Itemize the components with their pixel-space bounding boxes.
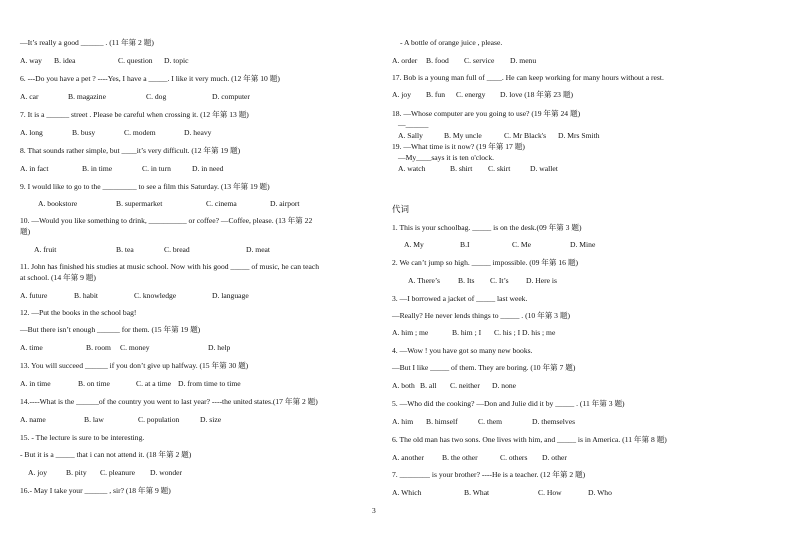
question-12-stem-line1: 12. —Put the books in the school bag! <box>20 308 137 317</box>
option-b: B. What <box>464 488 490 497</box>
option-a: A. time <box>20 343 43 352</box>
question-7-stem: 7. It is a ______ street . Please be careful when crossing it. (12 年第 13 题) <box>20 110 249 119</box>
pronoun-question-3-stem-line2: —Really? He never lends things to _____ . (10 年第 3 题) <box>392 311 571 320</box>
option-a: A. in time <box>20 379 51 388</box>
option-d: D. wallet <box>530 164 558 173</box>
option-a: A. way <box>20 56 42 65</box>
option-b: B. shirt <box>450 164 473 173</box>
pronoun-question-4-stem-line2: —But I like _____ of them. They are boring. (10 年第 7 题) <box>392 363 576 372</box>
option-a: A. car <box>20 92 39 101</box>
option-d: D. in need <box>192 164 224 173</box>
option-b: B. habit <box>74 291 99 300</box>
option-d: D. from time to time <box>178 379 241 388</box>
pronoun-question-7-stem: 7. ________ is your brother? ----He is a teacher. (12 年第 2 题) <box>392 470 586 479</box>
option-b: B. Its <box>458 276 475 285</box>
pronoun-question-1-stem: 1. This is your schoolbag. _____ is on the desk.(09 年第 3 题) <box>392 223 582 232</box>
question-9-stem: 9. I would like to go to the _________ to see a film this Saturday. (13 年第 19 题) <box>20 182 270 191</box>
option-d: D. heavy <box>184 128 212 137</box>
question-11-stem-line2: at school. (14 年第 9 题) <box>20 273 96 282</box>
question-13-stem: 13. You will succeed ______ if you don’t give up halfway. (15 年第 30 题) <box>20 361 249 370</box>
option-d: D. other <box>542 453 567 462</box>
option-d: D. his ; me <box>522 328 556 337</box>
pronoun-question-2-stem: 2. We can’t jump so high. _____ impossible. (09 年第 16 题) <box>392 258 578 267</box>
option-d: D. Who <box>588 488 612 497</box>
option-d: D. language <box>212 291 249 300</box>
option-c: C. knowledge <box>134 291 177 300</box>
option-b: B. tea <box>116 245 134 254</box>
option-c: C. modem <box>124 128 156 137</box>
question-16-stem: 16.- May I take your ______ , sir? (18 年第 9 题) <box>20 486 171 495</box>
option-c: C. at a time <box>136 379 172 388</box>
option-a: A. fruit <box>34 245 57 254</box>
option-d: D. love (18 年第 23 题) <box>500 90 573 99</box>
option-b: B. busy <box>72 128 96 137</box>
option-c: C. Me <box>512 240 531 249</box>
option-d: D. none <box>492 381 517 390</box>
question-15-stem-line1: 15. - The lecture is sure to be interesting. <box>20 433 145 442</box>
option-a: A. long <box>20 128 43 137</box>
option-a: A. joy <box>28 468 47 477</box>
option-c: C. bread <box>164 245 190 254</box>
option-a: A. both <box>392 381 415 390</box>
option-c: C. energy <box>456 90 486 99</box>
option-a: A. in fact <box>20 164 49 173</box>
option-b: B. supermarket <box>116 199 163 208</box>
option-b: B. fun <box>426 90 445 99</box>
option-b: B. the other <box>442 453 478 462</box>
option-c: C. them <box>478 417 503 426</box>
question-19-stem-line2: —My____says it is ten o'clock. <box>398 153 495 162</box>
page-number: 3 <box>372 506 376 515</box>
question-14-stem: 14.----What is the ______of the country you went to last year? ----the united states.(17 年第 2 题) <box>20 397 318 406</box>
option-d: D. Mine <box>570 240 596 249</box>
option-a: A. him <box>392 417 414 426</box>
option-d: D. menu <box>510 56 537 65</box>
option-a: A. joy <box>392 90 411 99</box>
option-b: B. law <box>84 415 104 424</box>
option-d: D. meat <box>246 245 271 254</box>
option-d: D. airport <box>270 199 300 208</box>
question-6-stem: 6. ---Do you have a pet ? ----Yes, I have a _____. I like it very much. (12 年第 10 题) <box>20 74 280 83</box>
question-12-stem-line2: —But there isn’t enough ______ for them. (15 年第 19 题) <box>20 325 201 334</box>
option-a: A. bookstore <box>38 199 78 208</box>
option-a: A. him ; me <box>392 328 429 337</box>
option-b: B. him ; I <box>452 328 482 337</box>
pronoun-question-3-stem-line1: 3. —I borrowed a jacket of _____ last week. <box>392 294 528 303</box>
question-18-stem-line1: 18. —Whose computer are you going to use? (19 年第 24 题) <box>392 109 581 118</box>
section-title: 代词 <box>392 204 410 214</box>
option-d: D. Here is <box>526 276 557 285</box>
option-b: B. magazine <box>68 92 106 101</box>
option-a: A. order <box>392 56 418 65</box>
option-b: B. pity <box>66 468 87 477</box>
question-15-stem-line2: - But it is a _____ that i can not attend it. (18 年第 2 题) <box>20 450 192 459</box>
option-c: C. neither <box>450 381 480 390</box>
option-b: B. room <box>86 343 111 352</box>
question-8-stem: 8. That sounds rather simple, but ____it’s very difficult. (12 年第 19 题) <box>20 146 241 155</box>
question-16-continued: - A bottle of orange juice , please. <box>400 38 503 47</box>
question-19-stem-line1: 19. —What time is it now? (19 年第 17 题) <box>392 142 525 151</box>
question-17-stem: 17. Bob is a young man full of ____. He can keep working for many hours without a rest. <box>392 73 664 82</box>
option-a: A. future <box>20 291 48 300</box>
option-c: C. in turn <box>142 164 171 173</box>
question-10-stem-line1: 10. —Would you like something to drink, __________ or coffee? —Coffee, please. (13 年第 22 <box>20 216 313 225</box>
option-c: C. dog <box>146 92 167 101</box>
option-d: D. computer <box>212 92 250 101</box>
pronoun-question-5-stem: 5. —Who did the cooking? —Don and Julie did it by _____ . (11 年第 3 题) <box>392 399 625 408</box>
option-b: B. himself <box>426 417 458 426</box>
option-b: B. idea <box>54 56 76 65</box>
option-d: D. wonder <box>150 468 183 477</box>
option-c: C. his ; I <box>494 328 521 337</box>
option-d: D. help <box>208 343 231 352</box>
option-d: D. topic <box>164 56 189 65</box>
question-0-stem: —It’s really a good ______ . (11 年第 2 题) <box>20 38 154 47</box>
option-d: D. Mrs Smith <box>558 131 600 140</box>
option-b: B. on time <box>78 379 110 388</box>
option-a: A. There’s <box>408 276 440 285</box>
option-a: A. Which <box>392 488 422 497</box>
pronoun-question-6-stem: 6. The old man has two sons. One lives with him, and _____ is in America. (11 年第 8 题) <box>392 435 667 444</box>
option-c: C. question <box>118 56 153 65</box>
question-18-stem-line2: —______ <box>398 120 429 129</box>
option-c: C. population <box>138 415 180 424</box>
option-b: B. My uncle <box>444 131 482 140</box>
option-d: D. themselves <box>532 417 576 426</box>
option-c: C. others <box>500 453 528 462</box>
option-c: C. Mr Black's <box>504 131 547 140</box>
option-c: C. cinema <box>206 199 237 208</box>
option-c: C. How <box>538 488 562 497</box>
question-11-stem-line1: 11. John has finished his studies at music school. Now with his good _____ of music, he can teach <box>20 262 319 271</box>
option-c: C. money <box>120 343 150 352</box>
option-a: A. watch <box>398 164 426 173</box>
option-b: B. food <box>426 56 449 65</box>
option-c: C. service <box>464 56 495 65</box>
pronoun-question-4-stem-line1: 4. —Wow ! you have got so many new books. <box>392 346 533 355</box>
option-b: B.I <box>460 240 470 249</box>
option-a: A. Sally <box>398 131 423 140</box>
option-b: B. all <box>420 381 437 390</box>
option-c: C. pleanure <box>100 468 136 477</box>
option-c: C. skirt <box>488 164 511 173</box>
option-a: A. My <box>404 240 424 249</box>
question-10-stem-line2: 题) <box>20 227 31 236</box>
option-b: B. in time <box>82 164 113 173</box>
option-a: A. another <box>392 453 425 462</box>
option-d: D. size <box>200 415 222 424</box>
option-c: C. It’s <box>490 276 509 285</box>
option-a: A. name <box>20 415 46 424</box>
